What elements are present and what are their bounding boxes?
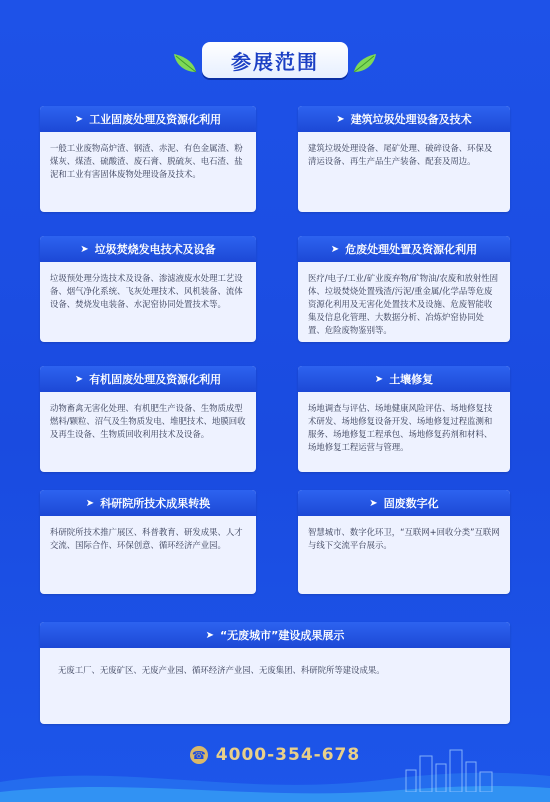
leaf-icon: [352, 52, 378, 74]
chevron-right-icon: ➤: [205, 629, 214, 641]
section-text: 科研院所技术推广展区、科普教育、研发成果、人才交流、国际合作、环保创意、循环经济产业园。: [50, 527, 243, 550]
header: [0, 42, 550, 82]
section-heading: ➤ 土壤修复: [298, 366, 510, 392]
page-title-badge: [202, 42, 348, 78]
wide-section-card: [40, 622, 510, 724]
chevron-right-icon: ➤: [74, 373, 84, 385]
section-card: [298, 106, 510, 212]
section-heading: ➤ 危废处理处置及资源化利用: [298, 236, 510, 262]
chevron-right-icon: ➤: [85, 497, 95, 509]
chevron-right-icon: ➤: [374, 373, 384, 385]
section-heading: ➤ 科研院所技术成果转换: [40, 490, 256, 516]
section-card: [298, 366, 510, 472]
page-title: 参展范围: [231, 49, 319, 74]
section-heading: ➤ 建筑垃圾处理设备及技术: [298, 106, 510, 132]
contact-phone: [0, 743, 550, 767]
section-heading: ➤ 有机固废处理及资源化利用: [40, 366, 256, 392]
phone-icon: ☎: [190, 746, 208, 764]
section-heading: ➤ 工业固废处理及资源化利用: [40, 106, 256, 132]
section-text: 医疗/电子/工业/矿业废弃物/矿物油/农废和放射性固体、垃圾焚烧处置残渣/污泥/重金属/化学品等危废资源化利用及无害化处置技术及设施、危废智能收集及信息化管理、大数据分析、冶炼炉窑协同处置、危险废物鉴别等。: [308, 273, 498, 335]
section-card: [298, 490, 510, 594]
section-text: 动物畜禽无害化处理、有机肥生产设备、生物质成型燃料/颗粒、沼气及生物质发电、堆肥技术、地膜回收及再生设备、生物质回收利用技术及设备。: [50, 403, 246, 439]
section-text: 智慧城市、数字化环卫，“互联网+回收分类”互联网与线下交流平台展示。: [308, 527, 500, 550]
section-card: [40, 366, 256, 472]
chevron-right-icon: ➤: [80, 243, 89, 255]
phone-number[interactable]: 4000-354-678: [215, 745, 361, 765]
chevron-right-icon: ➤: [330, 243, 340, 255]
chevron-right-icon: ➤: [369, 497, 378, 509]
section-card: [40, 106, 256, 212]
leaf-icon: [172, 52, 198, 74]
section-heading: ➤ “无废城市”建设成果展示: [40, 622, 510, 648]
section-heading: ➤ 垃圾焚烧发电技术及设备: [40, 236, 256, 262]
section-text: 场地调查与评估、场地健康风险评估、场地修复技术研发、场地修复设备开发、场地修复过程监测和服务、场地修复工程承包、场地修复药剂和材料、场地修复工程运营与管理。: [308, 403, 493, 452]
section-text: 建筑垃圾处理设备、尾矿处理、破碎设备、环保及清运设备、再生产品生产装备、配套及周边。: [308, 143, 493, 166]
section-card: [298, 236, 510, 342]
section-card: [40, 236, 256, 342]
section-text: 无废工厂、无废矿区、无废产业园、循环经济产业园、无废集团、科研院所等建设成果。: [58, 665, 385, 675]
chevron-right-icon: ➤: [336, 113, 345, 125]
section-card: [40, 490, 256, 594]
section-text: 一般工业废物高炉渣、钢渣、赤泥、有色金属渣、粉煤灰、煤渣、硫酸渣、废石膏、脱硫灰、电石渣、盐泥和工业有害固体废物处理设备及技术。: [50, 143, 243, 179]
section-text: 垃圾预处理分选技术及设备、渗滤液废水处理工艺设备、烟气净化系统、飞灰处理技术、风机装备、流体设备、焚烧发电装备、水泥窑协同处置技术等。: [50, 273, 243, 309]
chevron-right-icon: ➤: [74, 113, 84, 125]
section-heading: ➤ 固废数字化: [298, 490, 510, 516]
